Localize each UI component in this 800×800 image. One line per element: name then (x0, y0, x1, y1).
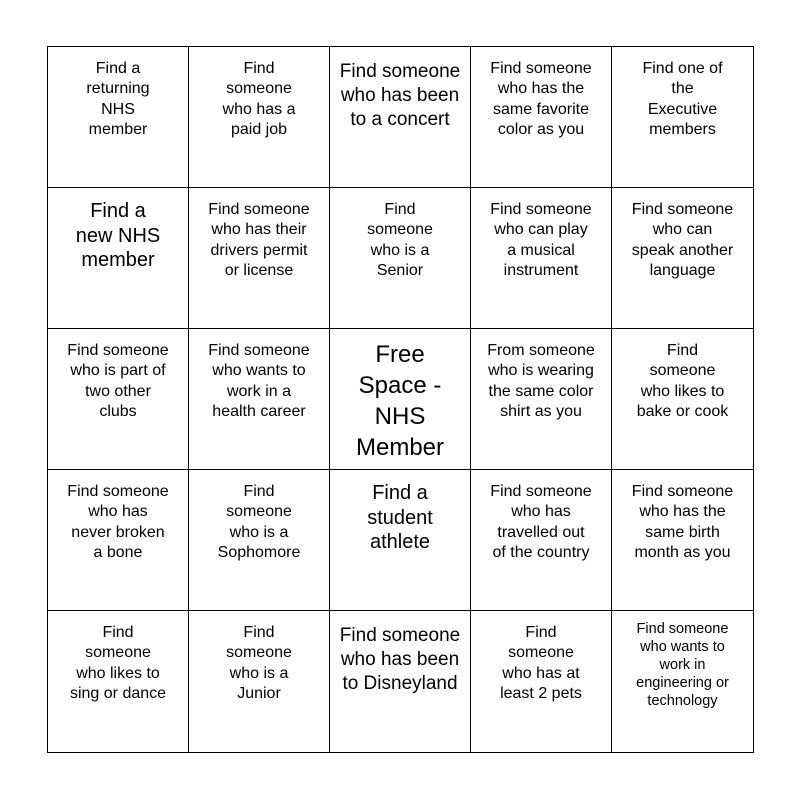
cell-text: Find someone who has never broken a bone (67, 483, 169, 561)
free-space-cell[interactable] (330, 329, 471, 470)
bingo-cell[interactable] (612, 470, 753, 611)
bingo-cell[interactable] (612, 188, 753, 329)
cell-text: Find someone who has a paid job (222, 60, 296, 138)
cell-text: Find a new NHS member (75, 200, 161, 271)
bingo-cell[interactable] (48, 470, 189, 611)
bingo-cell[interactable] (48, 188, 189, 329)
cell-text: Find someone who has their drivers permit or license (208, 201, 310, 279)
bingo-cell[interactable] (471, 611, 612, 752)
cell-text: Find someone who has been to Disneyland (339, 625, 461, 694)
bingo-cell[interactable] (189, 470, 330, 611)
cell-text: Find someone who likes to bake or cook (636, 342, 729, 420)
bingo-cell[interactable] (189, 329, 330, 470)
bingo-cell[interactable] (330, 47, 471, 188)
cell-text: Find someone who is part of two other clubs (67, 342, 169, 420)
bingo-cell[interactable] (48, 47, 189, 188)
bingo-cell[interactable] (189, 188, 330, 329)
cell-text: Find someone who can play a musical instrument (490, 201, 592, 279)
cell-text: Find someone who is a Senior (367, 201, 433, 279)
bingo-cell[interactable] (612, 329, 753, 470)
cell-text: Find someone who has at least 2 pets (500, 624, 582, 702)
bingo-cell[interactable] (330, 188, 471, 329)
bingo-cell[interactable] (48, 611, 189, 752)
cell-text: Find one of the Executive members (642, 60, 723, 138)
cell-text: From someone who is wearing the same color shirt as you (487, 342, 595, 420)
cell-text: Find someone who wants to work in a health career (208, 342, 310, 420)
cell-text: Find someone who is a Sophomore (217, 483, 301, 561)
cell-text: Find someone who can speak another language (631, 201, 734, 279)
cell-text: Find someone who has travelled out of the country (490, 483, 592, 561)
bingo-cell[interactable] (330, 611, 471, 752)
cell-text: Find someone who wants to work in engineering or technology (636, 621, 729, 709)
bingo-cell[interactable] (471, 47, 612, 188)
bingo-cell[interactable] (48, 329, 189, 470)
cell-text: Find someone who likes to sing or dance (69, 624, 167, 702)
bingo-cell[interactable] (471, 470, 612, 611)
bingo-cell[interactable] (612, 611, 753, 752)
cell-text: Find a student athlete (367, 482, 433, 553)
bingo-cell[interactable] (330, 470, 471, 611)
bingo-cell[interactable] (612, 47, 753, 188)
bingo-cell[interactable] (471, 329, 612, 470)
cell-text: Find someone who is a Junior (226, 624, 292, 702)
cell-text: Find someone who has been to a concert (339, 61, 461, 130)
bingo-board (47, 46, 754, 753)
bingo-cell[interactable] (189, 47, 330, 188)
free-space-text: Free Space - NHS Member (355, 341, 445, 461)
cell-text: Find someone who has the same favorite color as you (490, 60, 592, 138)
cell-text: Find a returning NHS member (86, 60, 150, 138)
cell-text: Find someone who has the same birth month as you (631, 483, 734, 561)
bingo-cell[interactable] (471, 188, 612, 329)
bingo-cell[interactable] (189, 611, 330, 752)
